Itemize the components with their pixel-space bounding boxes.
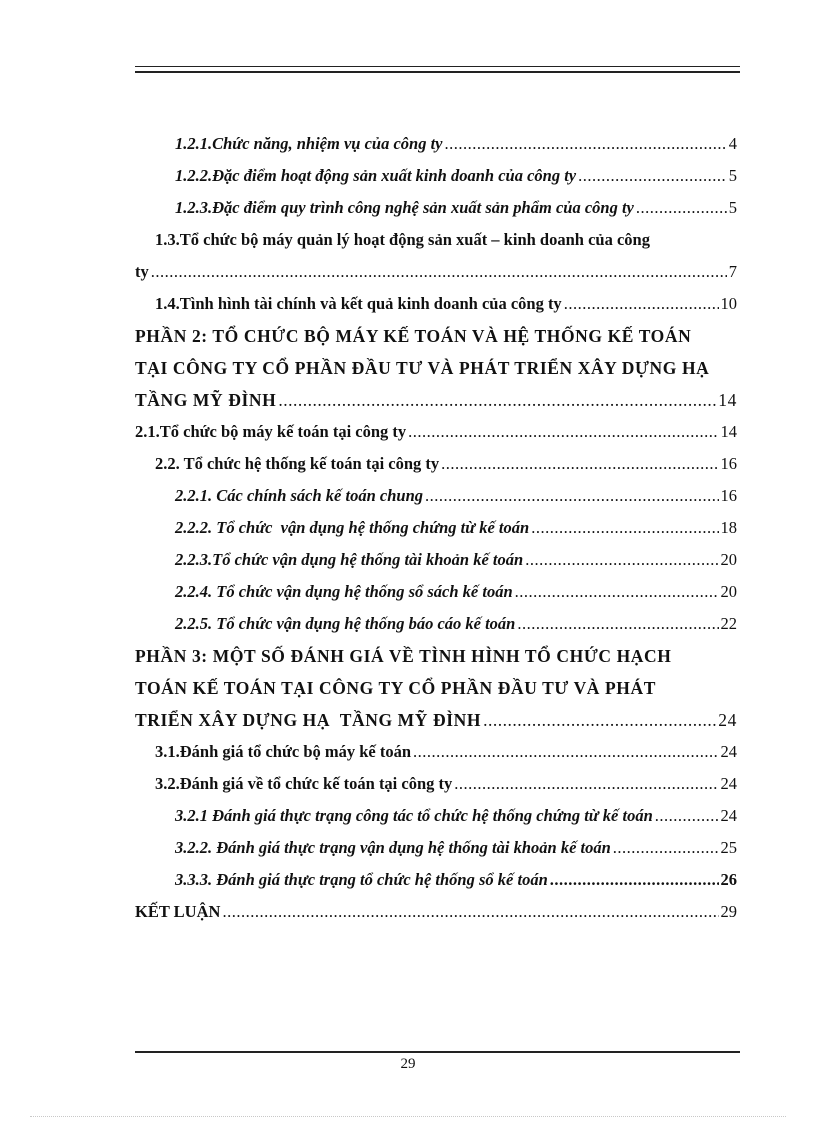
toc-entry-1-4[interactable] [135,288,737,320]
toc-leader-dots [151,256,727,288]
toc-entry-title-line1: 1.3.Tổ chức bộ máy quản lý hoạt động sản xuất – kinh doanh của công [155,230,650,249]
toc-entry-title: 1.2.2.Đặc điểm hoạt động sản xuất kinh doanh của công ty [175,166,577,185]
toc-leader-dots [222,896,718,928]
toc-page-number: 14 [718,390,737,410]
toc-entry-last-line [135,256,737,288]
toc-entry-phan-2[interactable] [135,320,737,416]
toc-leader-dots [636,192,727,224]
toc-entry-2-2-4[interactable] [135,576,737,608]
toc-page-number: 24 [720,774,737,793]
toc-entry-title: 2.2.5. Tổ chức vận dụng hệ thống báo cáo kế toán [175,614,516,633]
toc-leader-dots [525,544,718,576]
toc-entry-title: 3.2.1 Đánh giá thực trạng công tác tổ chức hệ thống chứng từ kế toán [175,806,653,825]
toc-leader-dots [515,576,719,608]
toc-page-number: 26 [720,870,737,889]
toc-page-number: 20 [720,550,737,569]
toc-leader-dots [613,832,719,864]
toc-page-number: 24 [720,742,737,761]
toc-entry-2-2-2[interactable] [135,512,737,544]
toc-leader-dots [655,800,719,832]
bottom-dotted-line [30,1116,786,1117]
toc-entry-title-line1: PHẦN 2: TỔ CHỨC BỘ MÁY KẾ TOÁN VÀ HỆ THỐNG KẾ TOÁN [135,326,692,346]
toc-leader-dots [413,736,718,768]
toc-page-number: 4 [728,134,737,153]
toc-page-number: 22 [720,614,737,633]
toc-page-number: 25 [720,838,737,857]
toc-entry-3-2-2[interactable] [135,832,737,864]
toc-entry-title-line3: TRIỂN XÂY DỰNG HẠ TẦNG MỸ ĐÌNH [135,710,482,730]
toc-entry-title: 1.4.Tình hình tài chính và kết quả kinh doanh của công ty [155,294,562,313]
toc-entry-2-2-5[interactable] [135,608,737,640]
toc-entry-1-2-2[interactable] [135,160,737,192]
toc-entry-title: 2.2.1. Các chính sách kế toán chung [175,486,423,505]
toc-leader-dots [564,288,719,320]
page-number: 29 [400,1056,416,1072]
toc-entry-title: 1.2.1.Chức năng, nhiệm vụ của công ty [175,134,443,153]
toc-page-number: 24 [720,806,737,825]
toc-entry-last-line [135,384,737,416]
toc-entry-title-line2: TOÁN KẾ TOÁN TẠI CÔNG TY CỔ PHẦN ĐẦU TƯ VÀ PHÁT [135,678,657,698]
toc-entry-title: 2.2. Tổ chức hệ thống kế toán tại công ty [155,454,440,473]
toc-page-number: 16 [720,454,737,473]
toc-entry-2-2-3[interactable] [135,544,737,576]
table-of-contents [135,128,737,928]
toc-entry-title: 2.2.4. Tổ chức vận dụng hệ thống sổ sách kế toán [175,582,513,601]
toc-entry-title: 2.2.3.Tổ chức vận dụng hệ thống tài khoản kế toán [175,550,524,569]
toc-leader-dots [578,160,727,192]
toc-page-number: 16 [720,486,737,505]
toc-entry-2-2-1[interactable] [135,480,737,512]
toc-entry-2-2[interactable] [135,448,737,480]
toc-entry-2-1[interactable] [135,416,737,448]
toc-page-number: 18 [720,518,737,537]
toc-leader-dots [425,480,719,512]
toc-entry-phan-3[interactable] [135,640,737,736]
toc-entry-title: 2.1.Tổ chức bộ máy kế toán tại công ty [135,422,407,441]
toc-entry-title-line3: TẦNG MỸ ĐÌNH [135,390,277,410]
toc-leader-dots [517,608,718,640]
toc-page-number: 5 [728,198,737,217]
footer-rule [135,1051,740,1053]
toc-page-number: 5 [728,166,737,185]
toc-entry-3-1[interactable] [135,736,737,768]
toc-entry-3-2-1[interactable] [135,800,737,832]
toc-entry-title: KẾT LUẬN [135,902,221,921]
toc-entry-title: 3.1.Đánh giá tổ chức bộ máy kế toán [155,742,412,761]
toc-entry-title: 3.2.Đánh giá về tổ chức kế toán tại công ty [155,774,453,793]
toc-entry-title: 3.3.3. Đánh giá thực trạng tổ chức hệ thống sổ kế toán [175,870,548,889]
toc-leader-dots [531,512,718,544]
toc-leader-dots [483,704,716,736]
toc-entry-1-3[interactable] [135,224,737,288]
toc-page-number: 20 [720,582,737,601]
toc-entry-title: 2.2.2. Tổ chức vận dụng hệ thống chứng từ kế toán [175,518,530,537]
toc-entry-3-2[interactable] [135,768,737,800]
toc-entry-title-line2: ty [135,262,149,281]
toc-entry-3-3-3[interactable] [135,864,737,896]
toc-leader-dots [454,768,718,800]
toc-entry-title: 1.2.3.Đặc điểm quy trình công nghệ sản xuất sản phẩm của công ty [175,198,634,217]
toc-entry-1-2-1[interactable] [135,128,737,160]
toc-entry-ket-luan[interactable] [135,896,737,928]
toc-leader-dots [408,416,718,448]
toc-page-number: 10 [720,294,737,313]
toc-page-number: 14 [720,422,737,441]
toc-page-number: 24 [718,710,737,730]
toc-page-number: 7 [728,262,737,281]
toc-leader-dots [441,448,718,480]
toc-entry-title-line2: TẠI CÔNG TY CỔ PHẦN ĐẦU TƯ VÀ PHÁT TRIỂN XÂY DỰNG HẠ [135,358,710,378]
toc-entry-title: 3.2.2. Đánh giá thực trạng vận dụng hệ thống tài khoản kế toán [175,838,611,857]
header-rule [135,66,740,73]
toc-leader-dots [550,864,719,896]
toc-entry-last-line [135,704,737,736]
toc-entry-title-line1: PHẦN 3: MỘT SỐ ĐÁNH GIÁ VỀ TÌNH HÌNH TỔ CHỨC HẠCH [135,646,672,666]
toc-page-number: 29 [720,902,737,921]
toc-leader-dots [278,384,716,416]
toc-leader-dots [445,128,727,160]
toc-entry-1-2-3[interactable] [135,192,737,224]
